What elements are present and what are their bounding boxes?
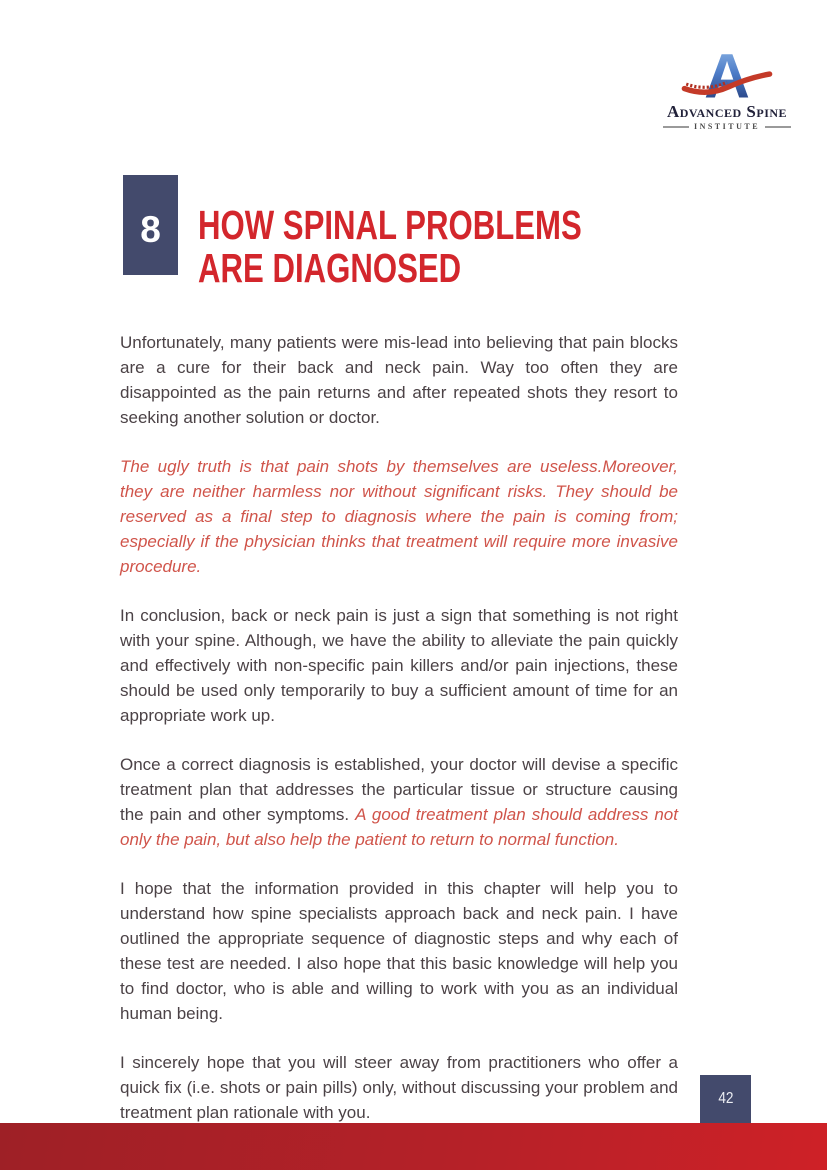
paragraph: I sincerely hope that you will steer away from practitioners who offer a quick fix (i.e. shots or pain pills) only, without discussing your problem and treatment plan rationale with you. [120, 1053, 678, 1122]
paragraph-emphasis: The ugly truth is that pain shots by themselves are useless.Moreover, they are neither harmless nor without significant risks. They should be reserved as a final step to diagnosis where the pain is coming from; especially if the physician thinks that treatment will require more invasive procedure. [120, 457, 678, 576]
chapter-number-badge [123, 175, 178, 275]
logo-institute-label: INSTITUTE [693, 122, 761, 131]
body-copy [120, 330, 678, 1149]
paragraph: Unfortunately, many patients were mis-lead into believing that pain blocks are a cure for their back and neck pain. Way too often they are disappointed as the pain returns and after repeated shots they resort to seeking another solution or doctor. [120, 333, 678, 427]
footer-bar [0, 1123, 827, 1170]
paragraph-mixed [120, 752, 678, 852]
logo-name: Advanced Spine [666, 102, 788, 121]
logo [657, 46, 797, 131]
paragraph-emphasis-part: A good treatment plan should address not only the pain, but also help the patient to return to normal function. [120, 805, 678, 849]
page-number-badge [700, 1075, 751, 1123]
logo-rule-right [765, 126, 791, 128]
logo-rule-left [663, 126, 689, 128]
chapter-title-line2: ARE DIAGNOSED [198, 245, 462, 291]
paragraph: I hope that the information provided in this chapter will help you to understand how spine specialists approach back and neck pain. I have outlined the appropriate sequence of diagnostic steps and why each of these test are needed. I also hope that this basic knowledge will help you to find doctor, who is able and willing to work with you as an individual human being. [120, 879, 678, 1023]
svg-text:A: A [704, 46, 750, 104]
chapter-title-line1: HOW SPINAL PROBLEMS [198, 202, 582, 248]
logo-subtitle [657, 122, 797, 131]
chapter-number: 8 [140, 209, 161, 250]
paragraph: In conclusion, back or neck pain is just a sign that something is not right with your spine. Although, we have the ability to alleviate the pain quickly and effectively with non-specific pain killers and/or pain injections, these should be used only temporarily to buy a sufficient amount of time for an appropriate work up. [120, 606, 678, 725]
chapter-title [198, 204, 582, 290]
paragraph-dark-part: Once a correct diagnosis is established, your doctor will devise a specific treatment plan that addresses the particular tissue or structure causing the pain and other symptoms. [120, 755, 678, 824]
page-number: 42 [717, 1090, 734, 1107]
advanced-spine-logo-icon [681, 46, 773, 104]
